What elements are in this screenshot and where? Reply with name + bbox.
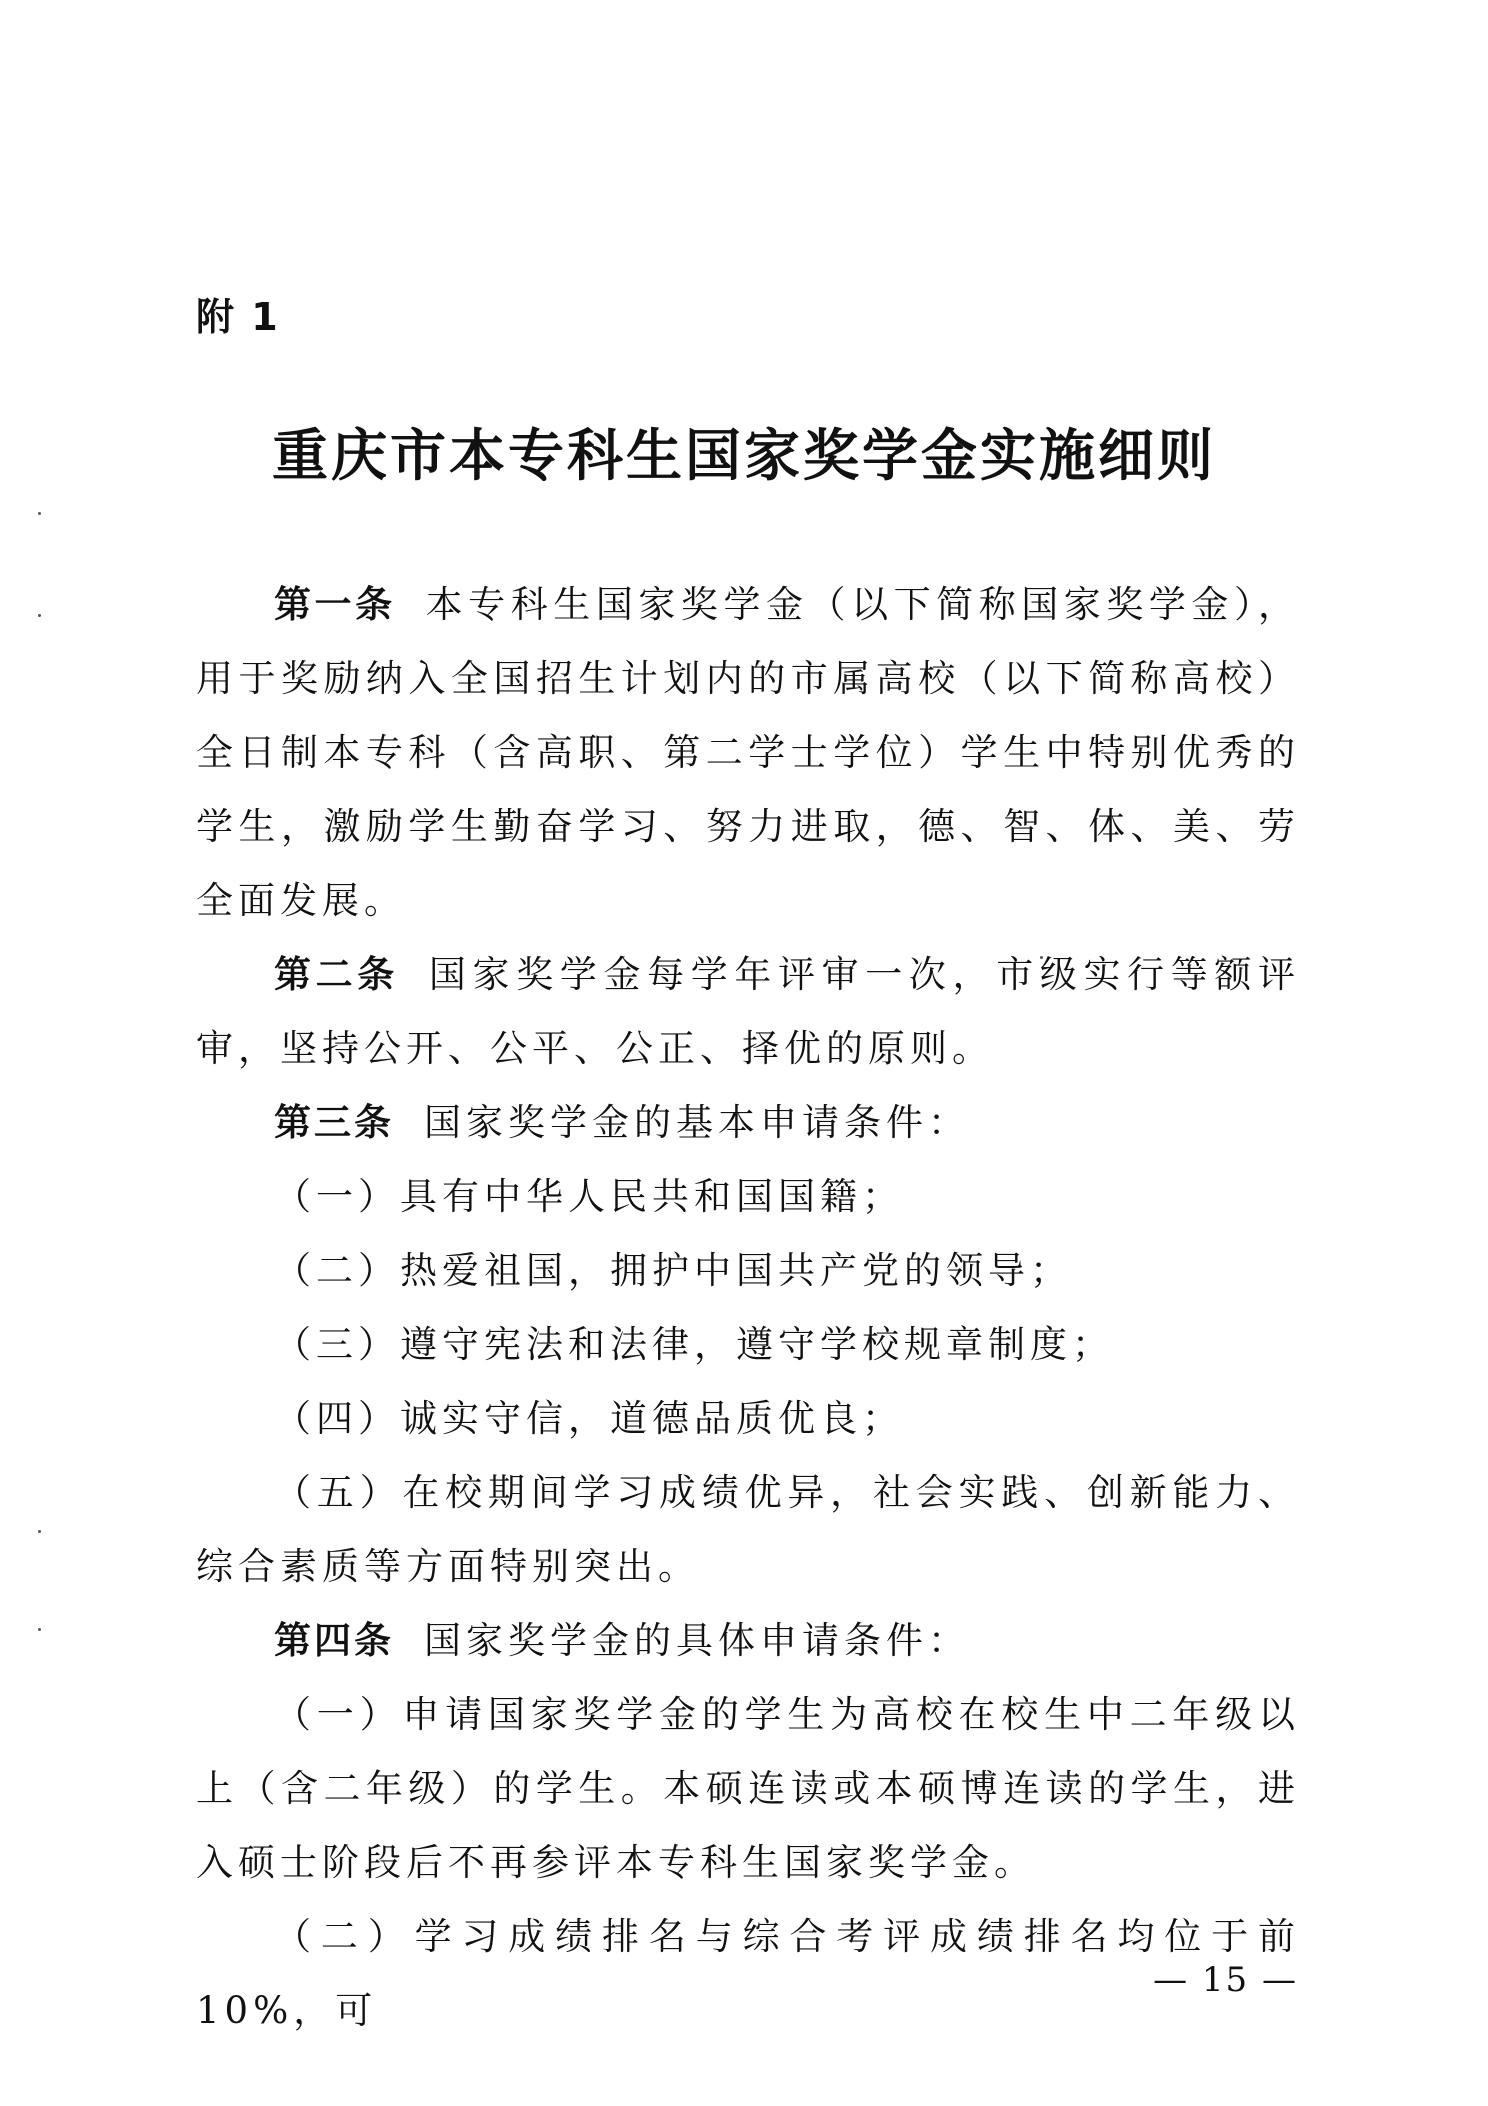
paragraph-text: 国家奖学金的基本申请条件： (424, 1101, 970, 1144)
paragraph-text: 本专科生国家奖学金（以下简称国家奖学金），用于奖励纳入全国招生计划内的市属高校（以下简称高校）全日制本专科（含高职、第二学士学位）学生中特别优秀的学生，激励学生勤奋学习、努力进取，德、智、体、美、劳全面发展。 (196, 583, 1301, 922)
paragraph (196, 938, 1300, 1086)
paragraph-text: （二）热爱祖国，拥护中国共产党的领导； (274, 1249, 1072, 1292)
document-title: 重庆市本专科生国家奖学金实施细则 (272, 423, 1216, 489)
article-number: 第二条 (274, 953, 399, 996)
paragraph-text: （四）诚实守信，道德品质优良； (274, 1397, 904, 1440)
paragraph (196, 1900, 1300, 2048)
scan-speck (38, 1530, 41, 1533)
article-number: 第一条 (274, 583, 396, 626)
scan-speck (38, 614, 41, 617)
article-number: 第三条 (274, 1101, 394, 1144)
paragraph (196, 1086, 1300, 1160)
paragraph (196, 1234, 1300, 1308)
paragraph (196, 1604, 1300, 1678)
attachment-label: 附 1 (196, 295, 280, 339)
paragraph-text: （五）在校期间学习成绩优异，社会实践、创新能力、综合素质等方面特别突出。 (196, 1471, 1300, 1588)
paragraph (196, 1160, 1300, 1234)
paragraph-text: （一）申请国家奖学金的学生为高校在校生中二年级以上（含二年级）的学生。本硕连读或本硕博连读的学生，进入硕士阶段后不再参评本专科生国家奖学金。 (196, 1693, 1300, 1884)
article-number: 第四条 (274, 1619, 394, 1662)
paragraph-text: （一）具有中华人民共和国国籍； (274, 1175, 904, 1218)
paragraph (196, 1382, 1300, 1456)
document-body (196, 568, 1300, 2048)
paragraph (196, 1678, 1300, 1900)
scan-speck (38, 1628, 41, 1631)
page-number: — 15 — (1153, 1960, 1298, 2000)
paragraph-text: 国家奖学金每学年评审一次，市级实行等额评审，坚持公开、公平、公正、择优的原则。 (196, 953, 1301, 1070)
paragraph (196, 1456, 1300, 1604)
scan-speck (38, 512, 41, 515)
paragraph-text: （三）遵守宪法和法律，遵守学校规章制度； (274, 1323, 1114, 1366)
paragraph-text: 国家奖学金的具体申请条件： (424, 1619, 970, 1662)
paragraph-text: （二）学习成绩排名与综合考评成绩排名均位于前 10%，可 (196, 1915, 1300, 2032)
paragraph (196, 1308, 1300, 1382)
paragraph (196, 568, 1300, 938)
